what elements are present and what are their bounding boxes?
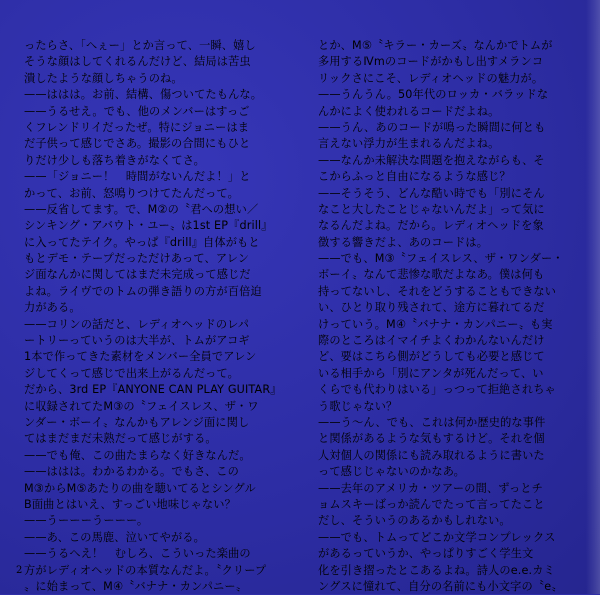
text-line: ジ面なんかに関してはまだ未完成って感じだ [24, 268, 251, 282]
text-line: ——でも俺、この曲たまらなく好きなんだ。 [24, 448, 251, 462]
text-line: ——ははは。わかるわかる。でもさ、この [24, 465, 239, 479]
text-line: 徴する響きだよ、あのコードは。 [318, 235, 489, 249]
text-line: って感じじゃないのかなあ。 [318, 465, 465, 479]
text-line: シンキング・アバウト・ユー〟は1st EP『drill』 [24, 219, 273, 233]
text-line: う歌じゃない？ [318, 399, 398, 413]
text-line: 力がある。 [24, 301, 81, 315]
text-line: てはまだまだ未熟だって感じがする。 [24, 432, 217, 446]
text-line: B面曲とはいえ、すっごい地味じゃない？ [24, 497, 236, 511]
text-line: くらでも代わりはいる」っつって拒絶されちゃ [318, 383, 556, 397]
text-line: こからふっと自由になるような感じ？ [318, 170, 511, 184]
text-line: ったらさ、「へぇー」とか言って、一瞬、嬉し [24, 39, 256, 52]
text-line: い、ひとり取り残されて、途方に暮れてるだ [318, 301, 545, 315]
text-line: ——反省してます。で、M②の〝君への想い／ [24, 202, 259, 216]
text-line: もとデモ・テープだっただけあって、アレン [24, 252, 250, 266]
text-line: ョムスキーばっか読んでたって言ってたこと [318, 497, 545, 511]
text-line: とか、M⑤〝キラー・カーズ〟なんかでトムが [318, 39, 553, 52]
page-edge-highlight [586, 0, 600, 594]
text-line: 持ってないし、それをどうすることもできない [318, 284, 557, 298]
text-line: ——そうそう、どんな酷い時でも「別にそん [318, 186, 545, 200]
text-line: ——でも、トムってどこか文学コンプレックス [318, 530, 556, 544]
text-line: 〟に始まって、M④〝バナナ・カンパニー〟 [24, 579, 248, 593]
text-line: なるんだよね。だから。レディオヘッドを象 [318, 219, 544, 233]
text-line: かって、お前、怒鳴りつけてたんだって。 [24, 186, 239, 200]
text-line: ど、要はこちら側がどうしても必要と感じて [318, 350, 545, 364]
text-line: 言えない浮力が生まれるんだよね。 [318, 137, 500, 151]
text-line: んかによく使われるコードだよね。 [318, 104, 500, 118]
text-line: ——でも、M③〝フェイスレス、ザ・ワンダー・ [318, 252, 564, 266]
text-line: 人対個人の関係にも読み取れるように書いた [318, 448, 545, 462]
page-number: 2 [16, 565, 23, 576]
text-line: 化を引き摺ったとこあるよね。詩人のe.e.カミ [318, 563, 555, 577]
text-line: 1本で作ってきた素材をメンバー全員でアレン [24, 350, 257, 364]
text-line: だ子供って感じでさあ。撮影の合間にもひと [24, 137, 251, 151]
text-line: ングスに憧れて、自分の名前にも小文字の〝e〟 [318, 579, 563, 593]
text-line: ボーイ〟なんて悲惨な歌だよなあ。僕は何も [318, 268, 545, 282]
text-line: 際のところはイマイチよくわかんないんだけ [318, 334, 545, 348]
text-line: があるっていうか、やっぱりすごく学生文 [318, 547, 534, 561]
text-line: ——うーーーうーーー。 [24, 514, 149, 528]
text-line: くフレンドリイだったぜ。特にジョニーはま [24, 120, 250, 134]
text-line: ——うん、あのコードが鳴った瞬間に何とも [318, 120, 546, 134]
text-line: ジしてくって感じで出来上がるんだって。 [24, 366, 239, 380]
text-line: ートリーっていうのは大半が、トムがアコギ [24, 334, 250, 348]
text-line: なこと大したことじゃないんだよ」って気に [318, 202, 545, 216]
text-line: りだけ少しも落ち着きがなくてさ。 [24, 153, 205, 167]
text-line: ——なんか未解決な問題を抱えながらも、そ [318, 153, 545, 167]
text-line: 潰したような顔しちゃうのね。 [24, 71, 183, 85]
text-line: ンダー・ボーイ〟なんかもアレンジ面に関し [24, 415, 250, 429]
text-line: ——あ、この馬鹿、泣いてやがる。 [24, 530, 205, 544]
text-line: ——う～ん、でも、これは何か歴史的な事件 [318, 415, 546, 429]
left-text-column [24, 38, 296, 595]
text-line: リックさにこそ、レディオヘッドの魅力が。 [318, 71, 544, 85]
text-line: そうな顔はしてくれるんだけど、結局は苦虫 [24, 55, 251, 69]
text-line: ——ははは。お前、結構、傷ついてたもんな。 [24, 88, 263, 102]
text-line: と関係があるような気もするけど。それを個 [318, 432, 545, 446]
text-line: 方がレディオヘッドの本質なんだよ。〝クリープ [24, 563, 267, 577]
text-line: だし、そういうのあるかもしれない。 [318, 514, 511, 528]
text-line: いる相手から「別にアンタが死んだって、い [318, 366, 544, 380]
text-line: ——「ジョニー！ 時間がないんだよ！」と [24, 170, 251, 184]
text-line: ——うるせえ。でも、他のメンバーはすっご [24, 104, 250, 118]
text-line: ——去年のアメリカ・ツアーの間、ずっとチ [318, 481, 543, 495]
text-line: に収録されてたM③の〝フェイスレス、ザ・ワ [24, 399, 259, 413]
right-text-column [318, 38, 590, 595]
text-line: M③からM⑤あたりの曲を聴いてるとシングル [24, 481, 256, 495]
text-line: に入ってたテイク。やっぱ『drill』自体がもと [24, 235, 260, 249]
text-line: 多用するⅣmのコードがかもし出すメランコ [318, 55, 544, 69]
text-line: けっていう。M④〝バナナ・カンパニー〟も実 [318, 317, 553, 331]
text-line: ——コリンの話だと、レディオヘッドのレパ [24, 317, 250, 331]
text-line: ——うんうん。50年代のロッカ・バラッドな [318, 88, 549, 102]
text-line: よね。ライヴでのトムの弾き語りの方が百倍迫 [24, 284, 262, 298]
text-line: だから、3rd EP『ANYONE CAN PLAY GUITAR』 [24, 383, 282, 397]
text-line: ——うるへえ！ むしろ、こういった楽曲の [24, 547, 251, 561]
